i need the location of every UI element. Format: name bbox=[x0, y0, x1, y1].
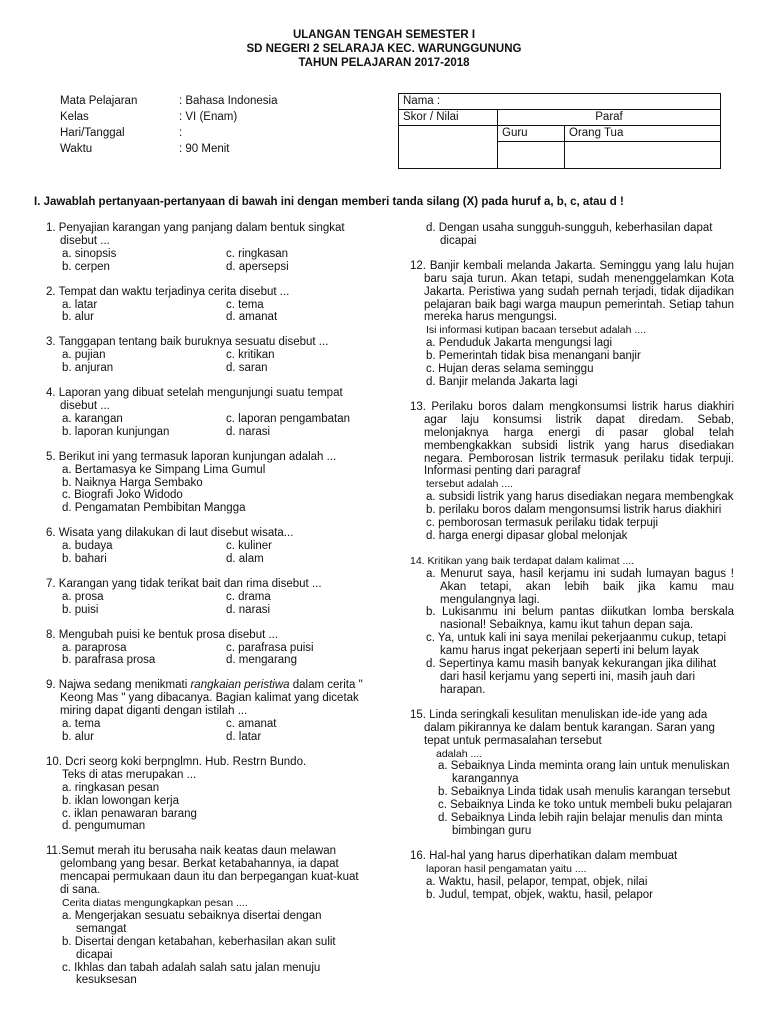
question-stem: 11.Semut merah itu berusaha naik keatas daun melawan gelombang yang besar. Berkat ketabahannya, ia dapat mencapai permukaan daun itu dan berpegangan kuat-kuat di sana. bbox=[46, 845, 359, 897]
option[interactable]: d. narasi bbox=[226, 603, 271, 616]
option[interactable]: d. mengarang bbox=[226, 654, 297, 667]
right-column bbox=[410, 222, 734, 914]
option[interactable]: c. iklan penawaran barang bbox=[62, 807, 197, 820]
question-5 bbox=[46, 451, 366, 516]
question-stem: 6. Wisata yang dilakukan di laut disebut wisata... bbox=[46, 527, 294, 540]
question-stem: 12. Banjir kembali melanda Jakarta. Seminggu yang lalu hujan baru saja turun. Akan tetapi, sudah menenggelamkan Kota Jakarta. Peristiwa yang sudah pernah terjadi, tidak dijadikan pelajaran baik bagi warga maupun pemerintah. Setiap tahun mereka harus mengungsi. bbox=[410, 259, 734, 324]
option[interactable]: c. amanat bbox=[226, 718, 277, 731]
stem-text: dalam cerita " Keong Mas " yang dibacanya. Bagian kalimat yang dicetak miring dapat diganti dengan istilah ... bbox=[60, 679, 363, 718]
option[interactable]: a. Bertamasya ke Simpang Lima Gumul bbox=[62, 463, 266, 476]
option[interactable]: b. alur bbox=[62, 731, 94, 743]
option[interactable]: c. laporan pengambatan bbox=[226, 412, 351, 425]
option[interactable]: a. subsidi listrik yang harus disediakan negara membengkak bbox=[426, 491, 734, 504]
question-2 bbox=[46, 286, 366, 325]
option[interactable]: b. iklan lowongan kerja bbox=[62, 794, 179, 807]
option[interactable]: a. prosa bbox=[62, 590, 104, 603]
option[interactable]: d. Pengamatan Pembibitan Mangga bbox=[62, 502, 246, 515]
option[interactable]: c. Ikhlas dan tabah adalah salah satu jalan menuju kesuksesan bbox=[62, 961, 321, 987]
option[interactable]: c. parafrasa puisi bbox=[226, 641, 314, 654]
question-1 bbox=[46, 222, 366, 274]
info-key: Hari/Tanggal bbox=[60, 127, 125, 139]
info-row bbox=[60, 93, 390, 109]
question-4 bbox=[46, 387, 366, 439]
option[interactable]: c. Biografi Joko Widodo bbox=[62, 489, 183, 502]
option[interactable]: d. Dengan usaha sungguh-sungguh, keberhasilan dapat dicapai bbox=[426, 222, 713, 247]
option-row bbox=[46, 604, 366, 617]
left-column bbox=[46, 222, 366, 999]
info-key: Waktu bbox=[60, 143, 93, 155]
info-row bbox=[60, 125, 390, 141]
option[interactable]: d. amanat bbox=[226, 311, 278, 324]
option[interactable]: d. narasi bbox=[226, 425, 271, 438]
score-label: Skor / Nilai bbox=[399, 110, 498, 126]
info-key: Kelas bbox=[60, 111, 89, 123]
option[interactable]: a. pujian bbox=[62, 349, 106, 362]
question-stem: 16. Hal-hal yang harus diperhatikan dalam membuat bbox=[410, 849, 678, 862]
parent-signature-field[interactable] bbox=[565, 142, 721, 169]
info-row bbox=[60, 141, 390, 157]
question-15 bbox=[410, 709, 734, 838]
option[interactable]: c. drama bbox=[226, 590, 271, 603]
question-stem: 15. Linda seringkali kesulitan menuliskan ide-ide yang ada dalam pikirannya ke dalam bentuk karangan. Saran yang tepat untuk permasalahan tersebut bbox=[410, 708, 715, 747]
question-stem: 10. Dcri seorg koki berpnglmn. Hub. Restrn Bundo. bbox=[46, 755, 307, 768]
option[interactable]: b. perilaku boros dalam mengonsumsi listrik harus diakhiri bbox=[426, 504, 722, 517]
option[interactable]: a. Mengerjakan sesuatu sebaiknya disertai dengan semangat bbox=[62, 909, 322, 935]
option[interactable]: c. Sebaiknya Linda ke toko untuk membeli buku pelajaran bbox=[438, 799, 733, 812]
option[interactable]: d. alam bbox=[226, 553, 264, 566]
question-stem: 3. Tanggapan tentang baik buruknya sesuatu disebut ... bbox=[46, 336, 329, 349]
option[interactable]: a. karangan bbox=[62, 412, 123, 425]
option-row bbox=[46, 299, 366, 312]
option[interactable]: b. Judul, tempat, objek, waktu, hasil, pelapor bbox=[426, 888, 653, 901]
question-stem: 5. Berikut ini yang termasuk laporan kunjungan adalah ... bbox=[46, 450, 337, 463]
option[interactable]: b. anjuran bbox=[62, 362, 114, 375]
option[interactable]: b. Sebaiknya Linda tidak usah menulis karangan tersebut bbox=[438, 786, 731, 799]
option[interactable]: b. laporan kunjungan bbox=[62, 425, 170, 438]
question-14 bbox=[410, 555, 734, 697]
option[interactable]: a. Menurut saya, hasil kerjamu ini sudah lumayan bagus ! Akan tetapi, akan lebih baik jika kamu mau mengulangnya lagi. bbox=[426, 567, 734, 606]
question-prompt: Teks di atas merupakan ... bbox=[62, 768, 197, 781]
option[interactable]: b. parafrasa prosa bbox=[62, 654, 156, 667]
option[interactable]: c. Hujan deras selama seminggu bbox=[426, 363, 594, 376]
option-row bbox=[46, 540, 366, 553]
question-stem: 4. Laporan yang dibuat setelah mengunjungi suatu tempat disebut ... bbox=[46, 387, 343, 412]
option-row bbox=[46, 718, 366, 731]
question-12 bbox=[410, 260, 734, 389]
parent-label: Orang Tua bbox=[565, 126, 721, 142]
exam-info bbox=[60, 93, 390, 157]
option[interactable]: a. Penduduk Jakarta mengungsi lagi bbox=[426, 337, 613, 350]
question-stem: 14. Kritikan yang baik terdapat dalam kalimat .... bbox=[410, 554, 635, 567]
question-stem bbox=[46, 679, 366, 718]
question-prompt: Cerita diatas mengungkapkan pesan .... bbox=[62, 896, 248, 909]
option[interactable]: b. Disertai dengan ketabahan, keberhasilan akan sulit dicapai bbox=[62, 935, 336, 961]
option[interactable]: d. Sebaiknya Linda lebih rajin belajar menulis dan minta bimbingan guru bbox=[438, 812, 723, 837]
option[interactable]: d. Sepertinya kamu masih banyak kekurangan jika dilihat dari hasil kerjamu yang seperti ini, masih jauh dari harapan. bbox=[426, 658, 717, 696]
option[interactable]: a. ringkasan pesan bbox=[62, 781, 160, 794]
teacher-signature-field[interactable] bbox=[498, 142, 565, 169]
option[interactable]: b. cerpen bbox=[62, 260, 110, 273]
option[interactable]: b. Pemerintah tidak bisa menangani banjir bbox=[426, 350, 641, 363]
option[interactable]: d. apersepsi bbox=[226, 260, 289, 273]
option[interactable]: c. pemborosan termasuk perilaku tidak terpuji bbox=[426, 517, 659, 530]
option[interactable]: c. tema bbox=[226, 298, 264, 311]
option[interactable]: d. pengumuman bbox=[62, 820, 146, 833]
option-row bbox=[46, 362, 366, 375]
question-prompt: laporan hasil pengamatan yaitu .... bbox=[426, 862, 587, 875]
option[interactable]: c. kuliner bbox=[226, 540, 273, 553]
question-stem: 13. Perilaku boros dalam mengkonsumsi listrik harus diakhiri agar laju konsumsi listrik dapat diredam. Sebab, melonjaknya harga energi di pasar global telah membengkakkan subsidi listrik yang harus disediakan negara. Pemborosan listrik termasuk perilaku tidak terpuji. Informasi penting dari paragraf bbox=[410, 400, 734, 478]
question-stem: 2. Tempat dan waktu terjadinya cerita disebut ... bbox=[46, 285, 290, 298]
name-field[interactable]: Nama : bbox=[399, 94, 721, 110]
grade-table bbox=[398, 93, 721, 169]
question-3 bbox=[46, 336, 366, 375]
option-row bbox=[46, 654, 366, 667]
header-title: ULANGAN TENGAH SEMESTER I bbox=[292, 29, 476, 41]
option-row bbox=[46, 426, 366, 439]
option-row bbox=[46, 261, 366, 274]
header-school: SD NEGERI 2 SELARAJA KEC. WARUNGGUNUNG bbox=[246, 43, 522, 55]
option[interactable]: a. tema bbox=[62, 718, 101, 731]
option[interactable]: b. puisi bbox=[62, 603, 99, 616]
option[interactable]: b. Naiknya Harga Sembako bbox=[62, 476, 203, 489]
option[interactable]: b. alur bbox=[62, 311, 94, 324]
question-prompt: Isi informasi kutipan bacaan tersebut adalah .... bbox=[426, 324, 647, 337]
question-6 bbox=[46, 527, 366, 566]
option[interactable]: b. Lukisanmu ini belum pantas diikutkan lomba berskala nasional! Sebaiknya, kamu ikut tahun depan saja. bbox=[426, 606, 734, 632]
stem-text: 9. Najwa sedang menikmati bbox=[46, 679, 191, 692]
info-value: : Bahasa Indonesia bbox=[179, 95, 278, 107]
option-row bbox=[46, 311, 366, 324]
option[interactable]: c. ringkasan bbox=[226, 247, 289, 260]
option[interactable]: a. latar bbox=[62, 298, 98, 311]
exam-header bbox=[0, 28, 768, 70]
signature-label: Paraf bbox=[498, 110, 721, 126]
question-stem: 1. Penyajian karangan yang panjang dalam bentuk singkat disebut ... bbox=[46, 222, 345, 247]
option-row bbox=[46, 731, 366, 744]
info-value: : VI (Enam) bbox=[179, 111, 238, 123]
question-9 bbox=[46, 679, 366, 744]
score-field[interactable] bbox=[399, 126, 498, 169]
option-row bbox=[46, 553, 366, 566]
option[interactable]: b. bahari bbox=[62, 553, 107, 566]
question-stem: 7. Karangan yang tidak terikat bait dan rima disebut ... bbox=[46, 577, 322, 590]
option[interactable]: d. harga energi dipasar global melonjak bbox=[426, 529, 628, 542]
option[interactable]: d. latar bbox=[226, 731, 262, 743]
italic-phrase: rangkaian peristiwa bbox=[190, 679, 290, 692]
question-stem: 8. Mengubah puisi ke bentuk prosa disebut ... bbox=[46, 628, 279, 641]
option[interactable]: c. kritikan bbox=[226, 349, 275, 362]
option[interactable]: c. Ya, untuk kali ini saya menilai pekerjaanmu cukup, tetapi kamu harus ingat pekerjaan seperti ini belum layak bbox=[426, 632, 727, 658]
option[interactable]: a. budaya bbox=[62, 540, 113, 553]
option-row bbox=[46, 642, 366, 655]
instruction: I. Jawablah pertanyaan-pertanyaan di bawah ini dengan memberi tanda silang (X) pada huruf a, b, c, atau d ! bbox=[34, 196, 624, 208]
question-prompt: tersebut adalah .... bbox=[426, 478, 513, 491]
option[interactable]: a. Sebaiknya Linda meminta orang lain untuk menuliskan karangannya bbox=[438, 760, 730, 786]
option[interactable]: a. sinopsis bbox=[62, 247, 117, 260]
info-key: Mata Pelajaran bbox=[60, 95, 138, 107]
option[interactable]: d. Banjir melanda Jakarta lagi bbox=[426, 375, 578, 388]
option[interactable]: a. Waktu, hasil, pelapor, tempat, objek, nilai bbox=[426, 875, 648, 888]
option[interactable]: a. paraprosa bbox=[62, 641, 127, 654]
question-10 bbox=[46, 756, 366, 833]
teacher-label: Guru bbox=[498, 126, 565, 142]
header-year: TAHUN PELAJARAN 2017-2018 bbox=[298, 57, 470, 69]
question-7 bbox=[46, 578, 366, 617]
option[interactable]: d. saran bbox=[226, 362, 268, 375]
option-row bbox=[46, 349, 366, 362]
question-16 bbox=[410, 850, 734, 902]
question-8 bbox=[46, 629, 366, 668]
info-value: : 90 Menit bbox=[179, 143, 230, 155]
question-11-continued bbox=[410, 222, 734, 248]
question-prompt: adalah .... bbox=[436, 747, 483, 760]
option-row bbox=[46, 248, 366, 261]
info-value: : bbox=[179, 127, 183, 139]
info-row bbox=[60, 109, 390, 125]
option-row bbox=[46, 591, 366, 604]
question-11 bbox=[46, 845, 366, 987]
question-13 bbox=[410, 401, 734, 543]
option-row bbox=[46, 413, 366, 426]
